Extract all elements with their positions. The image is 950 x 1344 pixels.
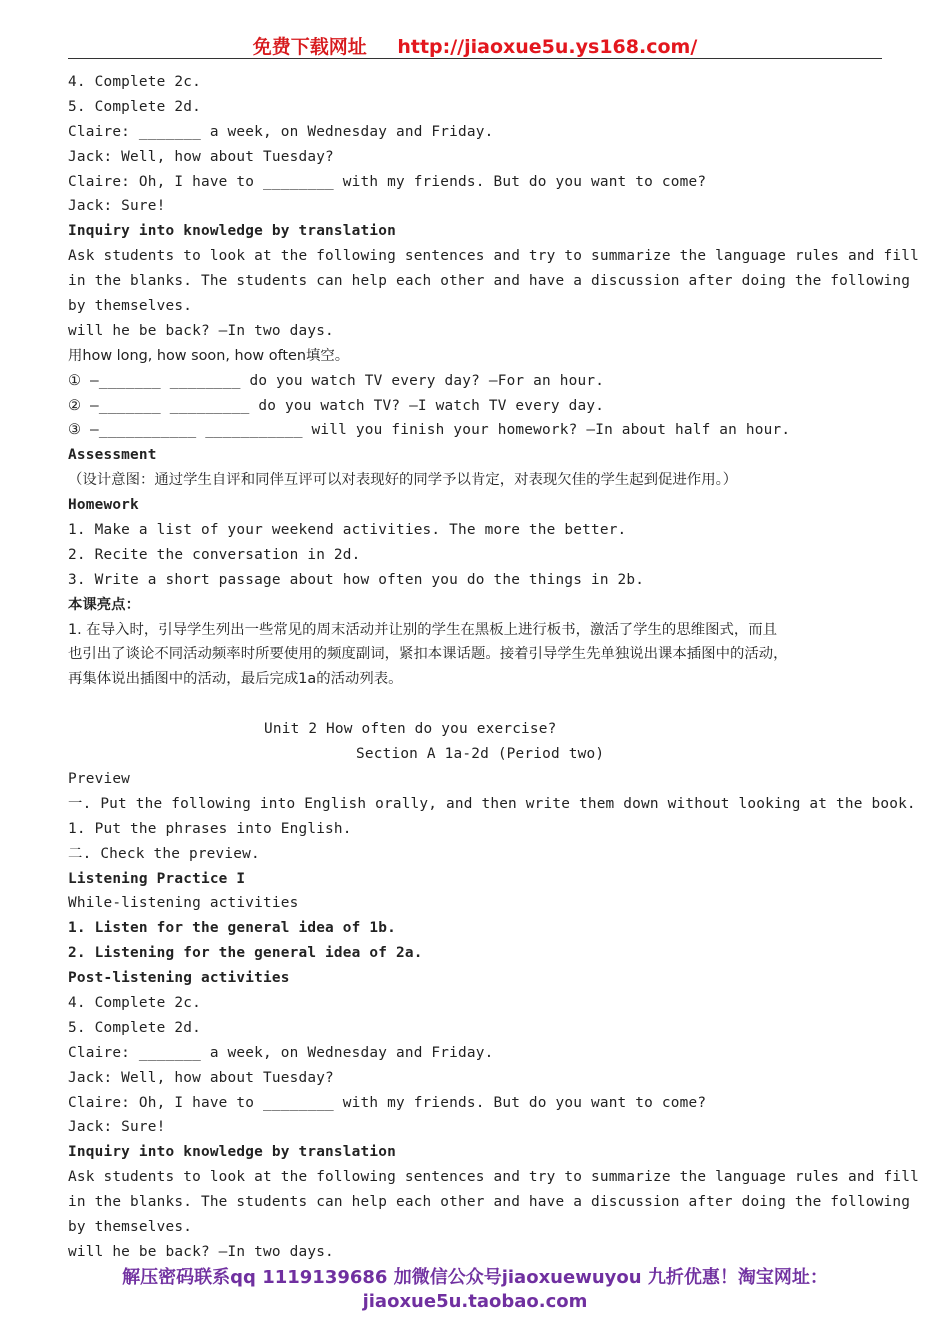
- text-line: ③ —___________ ___________ will you finish your homework? —In about half an hour.: [68, 422, 791, 439]
- text-line: ② —_______ _________ do you watch TV? —I watch TV every day.: [68, 397, 605, 414]
- document-body: [68, 70, 919, 1265]
- text-line: 1. Make a list of your weekend activities. The more the better.: [68, 522, 627, 539]
- text-line: Ask students to look at the following sentences and try to summarize the language rules and fill: [68, 248, 919, 265]
- text-line: 一. Put the following into English orally, and then write them down without looking at the book.: [68, 795, 916, 812]
- text-line: 3. Write a short passage about how often you do the things in 2b.: [68, 571, 645, 588]
- section-heading: 1. Listen for the general idea of 1b.: [68, 920, 396, 937]
- text-line: by themselves.: [68, 1218, 193, 1235]
- page-footer: [0, 1266, 950, 1314]
- text-line: （设计意图：通过学生自评和同伴互评可以对表现好的同学予以肯定，对表现欠佳的学生起到促进作用。）: [68, 472, 738, 489]
- section-heading: Homework: [68, 497, 139, 514]
- text-line: Claire: _______ a week, on Wednesday and Friday.: [68, 123, 494, 140]
- text-line: 5. Complete 2d.: [68, 98, 201, 115]
- text-line: Jack: Sure!: [68, 1119, 166, 1136]
- footer-shop-link[interactable]: jiaoxue5u.taobao.com: [362, 1291, 588, 1312]
- text-line: 5. Complete 2d.: [68, 1019, 201, 1036]
- text-line: Claire: Oh, I have to ________ with my friends. But do you want to come?: [68, 173, 707, 190]
- text-line: by themselves.: [68, 298, 193, 315]
- text-line: Jack: Sure!: [68, 198, 166, 215]
- text-line: 再集体说出插图中的活动，最后完成1a的活动列表。: [68, 671, 403, 688]
- text-line: 二. Check the preview.: [68, 845, 260, 862]
- section-heading: Post-listening activities: [68, 970, 290, 987]
- text-line: Claire: _______ a week, on Wednesday and Friday.: [68, 1044, 494, 1061]
- text-line: Section A 1a-2d (Period two): [356, 746, 605, 763]
- text-line: 2. Recite the conversation in 2d.: [68, 546, 361, 563]
- text-line: in the blanks. The students can help each other and have a discussion after doing the following: [68, 1194, 911, 1211]
- site-label: 免费下载网址: [252, 36, 367, 58]
- text-line: [68, 692, 888, 717]
- text-line: in the blanks. The students can help each other and have a discussion after doing the following: [68, 273, 911, 290]
- text-line: Preview: [68, 770, 131, 787]
- header-rule: [68, 58, 882, 59]
- text-line: While-listening activities: [68, 895, 299, 912]
- section-heading: Inquiry into knowledge by translation: [68, 223, 396, 240]
- section-heading: Assessment: [68, 447, 157, 464]
- text-line: 1. Put the phrases into English.: [68, 820, 352, 837]
- text-line: 用how long, how soon, how often填空。: [68, 347, 350, 364]
- section-heading: 2. Listening for the general idea of 2a.: [68, 945, 423, 962]
- text-line: 4. Complete 2c.: [68, 994, 201, 1011]
- text-line: Jack: Well, how about Tuesday?: [68, 1069, 334, 1086]
- text-line: Jack: Well, how about Tuesday?: [68, 148, 334, 165]
- text-line: Claire: Oh, I have to ________ with my friends. But do you want to come?: [68, 1094, 707, 1111]
- text-line: Unit 2 How often do you exercise?: [264, 721, 557, 738]
- page-header: [68, 32, 882, 60]
- section-heading: Inquiry into knowledge by translation: [68, 1144, 396, 1161]
- section-heading: 本课亮点：: [68, 596, 140, 613]
- text-line: 1. 在导入时，引导学生列出一些常见的周末活动并让别的学生在黑板上进行板书，激活了学生的思维图式，而且: [68, 621, 778, 638]
- site-url-link[interactable]: http://jiaoxue5u.ys168.com/: [397, 36, 698, 58]
- text-line: will he be back? —In two days.: [68, 1243, 334, 1260]
- footer-contact-line: 解压密码联系qq 1119139686 加微信公众号jiaoxuewuyou 九折优惠！淘宝网址：: [122, 1267, 828, 1288]
- section-heading: Listening Practice I: [68, 870, 246, 887]
- text-line: will he be back? —In two days.: [68, 322, 334, 339]
- text-line: ① —_______ ________ do you watch TV every day? —For an hour.: [68, 372, 605, 389]
- text-line: 也引出了谈论不同活动频率时所要使用的频度副词，紧扣本课话题。接着引导学生先单独说出课本插图中的活动，: [68, 646, 788, 663]
- text-line: Ask students to look at the following sentences and try to summarize the language rules and fill: [68, 1169, 919, 1186]
- text-line: 4. Complete 2c.: [68, 74, 201, 90]
